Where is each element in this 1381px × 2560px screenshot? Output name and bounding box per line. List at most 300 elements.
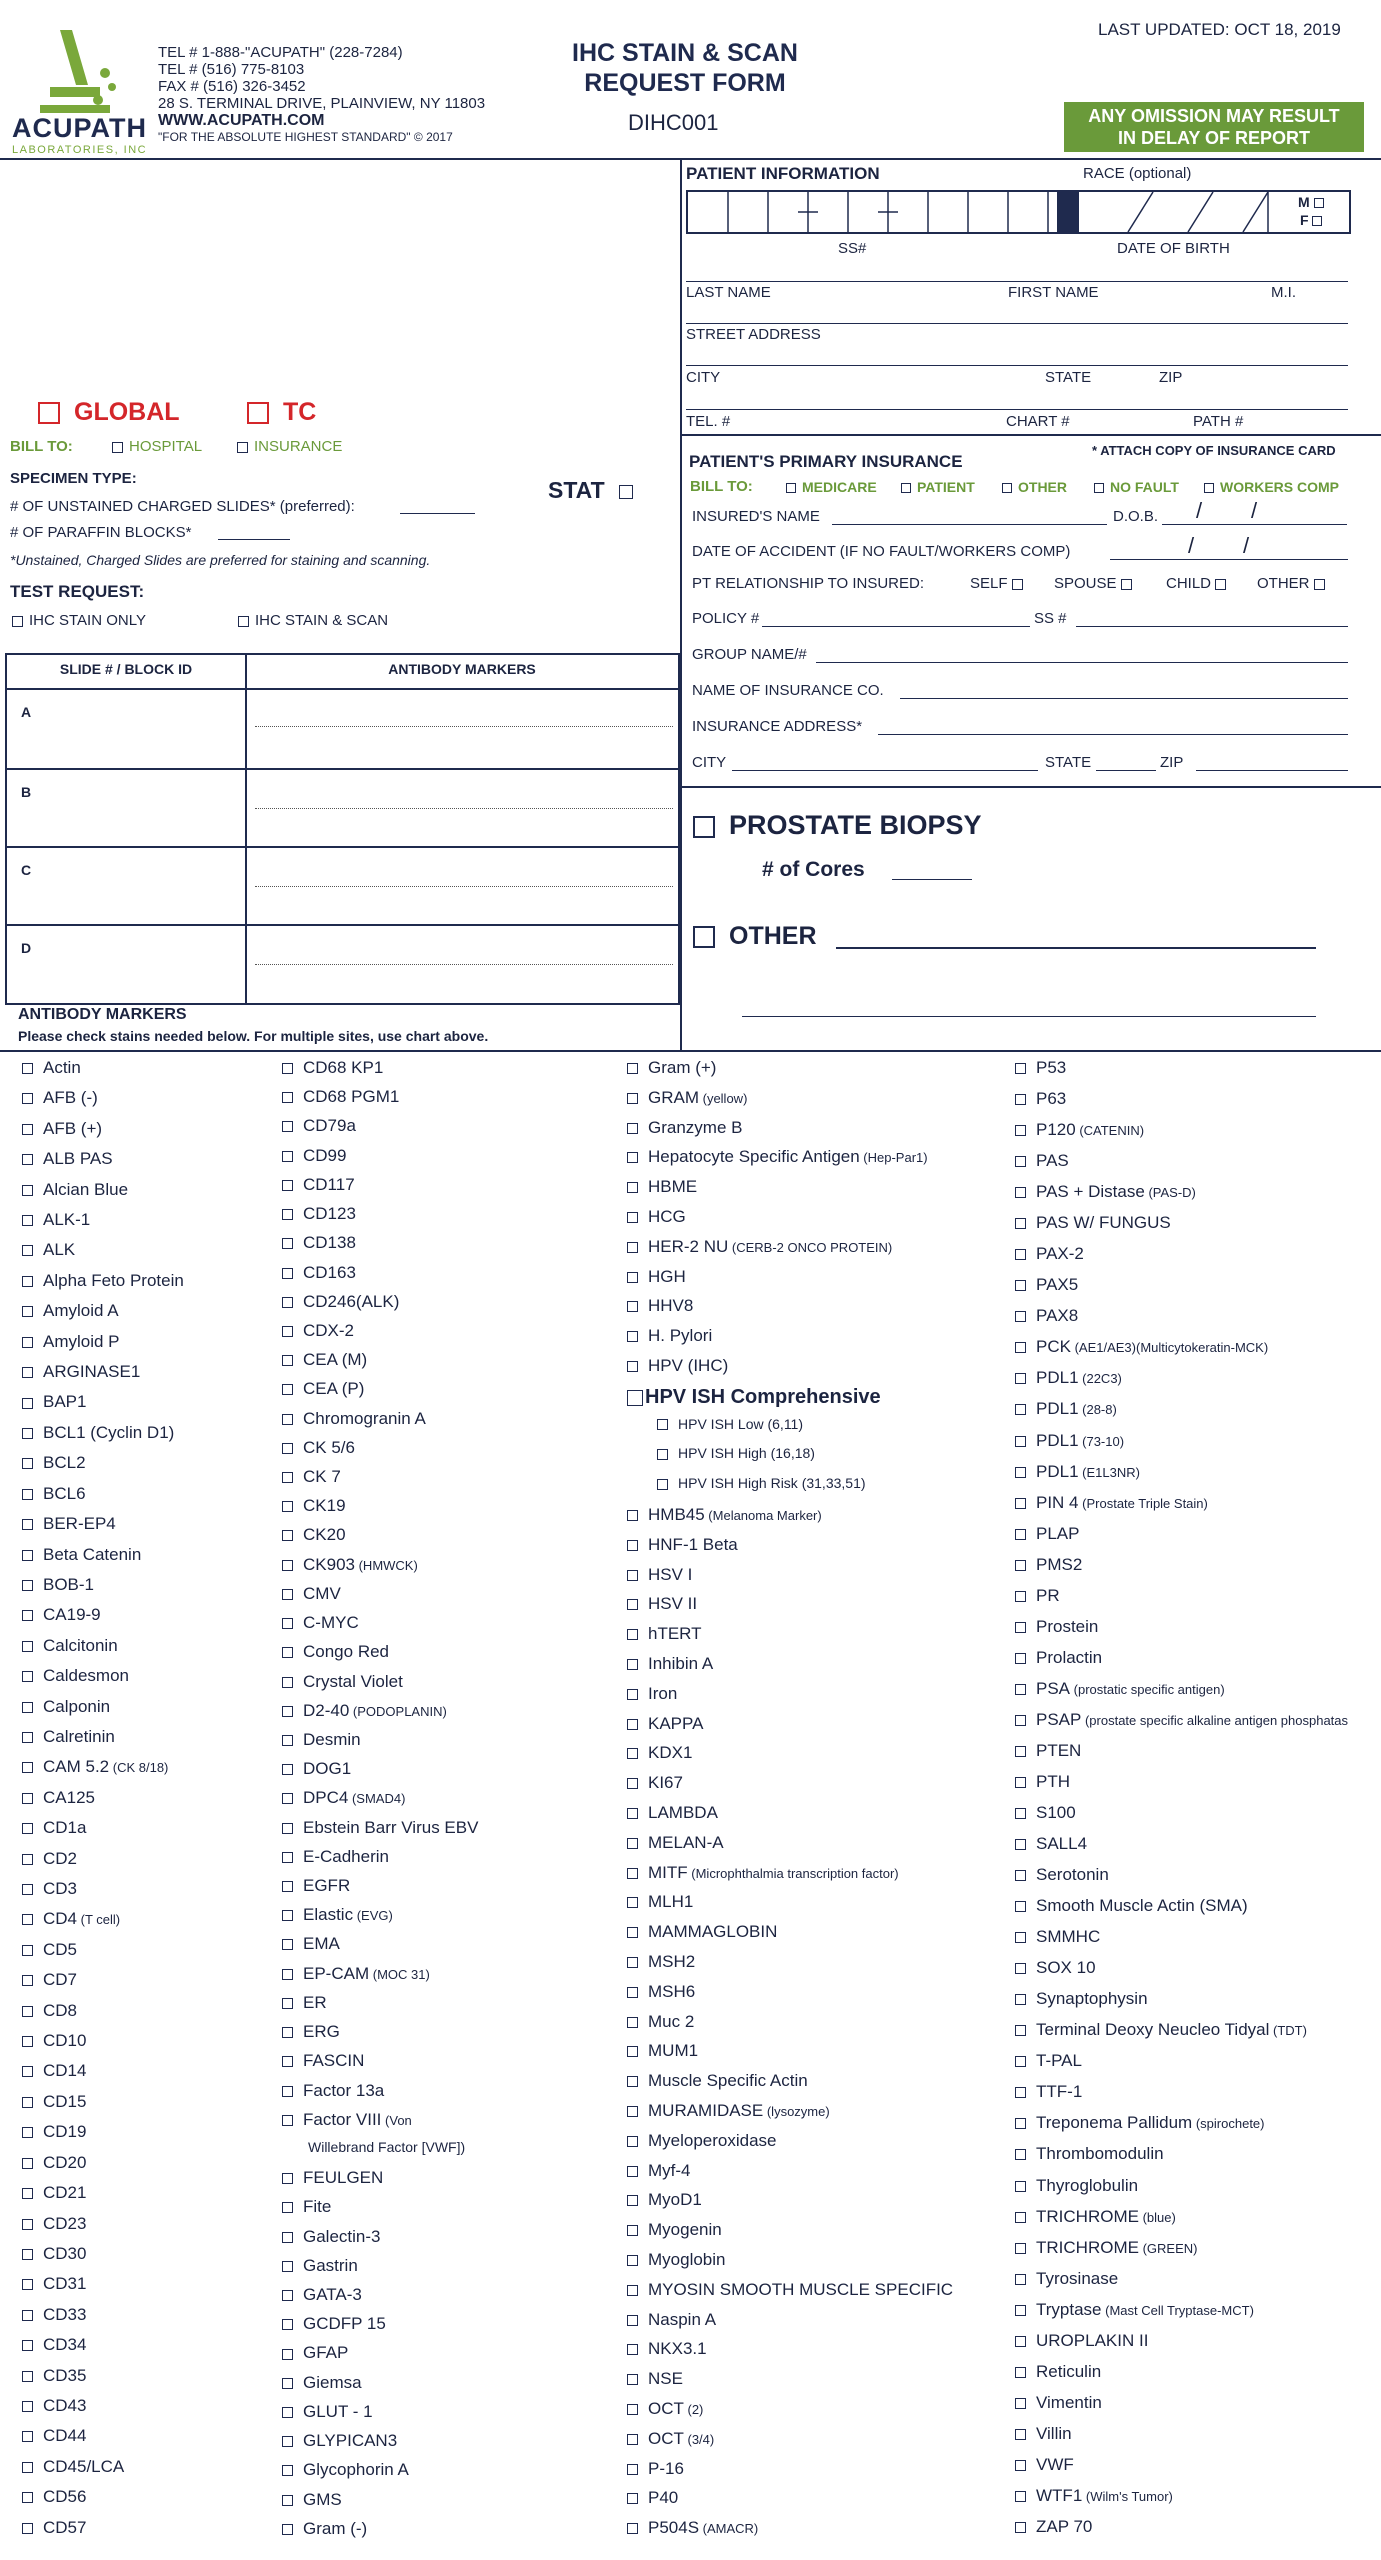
antibody-item[interactable] — [1015, 2393, 1102, 2413]
medicare-checkbox[interactable] — [786, 479, 877, 495]
slide-row-b[interactable] — [7, 770, 678, 848]
rel-child-box-icon — [1215, 579, 1226, 590]
antibody-item[interactable] — [282, 1379, 364, 1399]
antibody-item[interactable] — [627, 1654, 713, 1674]
rel-spouse-checkbox[interactable] — [1054, 575, 1138, 592]
antibody-item[interactable] — [627, 2190, 702, 2210]
antibody-item[interactable] — [1015, 2082, 1082, 2102]
antibody-label: ERG — [303, 2022, 340, 2042]
checkbox-icon — [22, 1124, 33, 1135]
antibody-item[interactable] — [1015, 2113, 1264, 2133]
antibody-item[interactable] — [627, 1505, 822, 1525]
form-title — [520, 38, 850, 98]
antibody-item[interactable] — [282, 1292, 399, 1312]
checkbox-icon — [627, 2493, 638, 2504]
antibody-item[interactable] — [22, 1727, 115, 1747]
antibody-item[interactable] — [282, 1175, 355, 1195]
antibody-label: Reticulin — [1036, 2361, 1102, 2381]
antibody-item[interactable] — [1015, 2362, 1101, 2382]
antibody-item[interactable] — [282, 2373, 362, 2393]
insurance-checkbox[interactable] — [237, 438, 342, 455]
antibody-label: PCK — [1036, 1337, 1071, 1357]
slide-row-c[interactable] — [7, 848, 678, 926]
antibody-item[interactable] — [627, 2161, 691, 2181]
rel-child-checkbox[interactable] — [1166, 575, 1232, 592]
antibody-item[interactable] — [1015, 2269, 1118, 2289]
antibody-item[interactable] — [22, 2031, 86, 2051]
antibody-label: Naspin A — [648, 2309, 717, 2329]
antibody-item[interactable] — [1015, 2331, 1148, 2351]
antibody-item[interactable] — [1015, 2300, 1254, 2320]
antibody-item[interactable] — [1015, 1275, 1078, 1295]
workers-comp-label: WORKERS COMP — [1220, 479, 1339, 495]
antibody-item[interactable] — [22, 2518, 86, 2538]
prostate-divider — [680, 786, 1381, 788]
other-test-checkbox[interactable] — [693, 922, 817, 951]
antibody-item[interactable] — [1015, 1493, 1208, 1513]
antibody-item[interactable] — [1015, 1524, 1079, 1544]
antibody-item[interactable] — [22, 1119, 102, 1139]
other-pay-checkbox[interactable] — [1002, 479, 1067, 495]
antibody-item[interactable] — [282, 1788, 405, 1808]
antibody-item[interactable] — [22, 2153, 86, 2173]
checkbox-icon — [627, 1897, 638, 1908]
checkbox-icon — [282, 1706, 293, 1717]
contact-website[interactable]: WWW.ACUPATH.COM — [158, 112, 325, 129]
antibody-item[interactable] — [282, 2285, 362, 2305]
antibody-item[interactable] — [627, 1803, 718, 1823]
antibody-item[interactable] — [627, 2250, 726, 2270]
antibody-item[interactable] — [627, 1267, 686, 1287]
antibody-item[interactable] — [1015, 1555, 1082, 1575]
antibody-label: CD20 — [43, 2152, 87, 2172]
antibody-item[interactable] — [627, 2310, 716, 2330]
antibody-item[interactable] — [282, 2197, 331, 2217]
antibody-item[interactable] — [22, 1362, 140, 1382]
antibody-item[interactable] — [22, 1879, 77, 1899]
antibody-item[interactable] — [627, 1296, 693, 1316]
antibody-item[interactable] — [22, 1788, 95, 1808]
antibody-item[interactable] — [627, 1356, 728, 1376]
antibody-item[interactable] — [1015, 1431, 1124, 1451]
checkbox-icon — [1015, 2305, 1026, 2316]
antibody-item[interactable] — [282, 1964, 430, 1984]
slides-note: *Unstained, Charged Slides are preferred for staining and scanning. — [10, 552, 431, 568]
antibody-item[interactable] — [22, 1180, 128, 1200]
antibody-item[interactable] — [1015, 1120, 1144, 1140]
antibody-item[interactable] — [282, 1876, 350, 1896]
antibody-label: Muc 2 — [648, 2011, 695, 2031]
antibody-item[interactable] — [22, 1301, 119, 1321]
antibody-item[interactable] — [1015, 1927, 1100, 1947]
antibody-item[interactable] — [627, 2101, 830, 2121]
hospital-checkbox[interactable] — [112, 438, 202, 455]
antibody-label: BAP1 — [43, 1392, 87, 1412]
antibody-label: CD33 — [43, 2304, 87, 2324]
antibody-item[interactable] — [1015, 1772, 1070, 1792]
antibody-item[interactable] — [22, 2244, 86, 2264]
ihc-stain-only-checkbox[interactable] — [12, 612, 146, 629]
antibody-item[interactable] — [22, 2426, 86, 2446]
antibody-item[interactable] — [22, 1909, 120, 1929]
antibody-item[interactable] — [282, 2081, 384, 2101]
antibody-item[interactable] — [282, 1847, 389, 1867]
antibody-item[interactable] — [282, 1905, 393, 1925]
antibody-item[interactable] — [22, 1818, 86, 1838]
antibody-item[interactable] — [1015, 2517, 1092, 2537]
antibody-item[interactable] — [657, 1445, 815, 1461]
checkbox-icon — [627, 1093, 638, 1104]
global-checkbox[interactable] — [38, 398, 180, 427]
antibody-item[interactable] — [22, 1636, 118, 1656]
antibody-item[interactable] — [627, 1892, 693, 1912]
checkbox-icon — [1015, 2243, 1026, 2254]
checkbox-icon — [627, 1957, 638, 1968]
antibody-item[interactable] — [1015, 1648, 1102, 1668]
antibody-label: PAS — [1036, 1151, 1069, 1171]
antibody-item[interactable] — [627, 2339, 707, 2359]
antibody-item[interactable] — [627, 1922, 777, 1942]
antibody-item[interactable] — [627, 1088, 747, 1108]
checkbox-icon — [1015, 2056, 1026, 2067]
antibody-item[interactable] — [1015, 2176, 1138, 2196]
antibody-label: Factor 13a — [303, 2080, 385, 2100]
antibody-item[interactable] — [282, 1058, 383, 1078]
ins-co-label: NAME OF INSURANCE CO. — [692, 682, 884, 699]
antibody-item[interactable] — [22, 2001, 77, 2021]
antibody-item[interactable] — [627, 2131, 777, 2151]
antibody-item[interactable] — [282, 2110, 412, 2130]
antibody-item[interactable] — [1015, 1151, 1069, 1171]
antibody-item[interactable] — [627, 1773, 683, 1793]
antibody-item[interactable] — [1015, 1803, 1076, 1823]
antibody-item[interactable] — [282, 2051, 364, 2071]
antibody-item[interactable] — [627, 1207, 686, 1227]
antibody-item[interactable] — [627, 1535, 738, 1555]
antibody-item[interactable] — [627, 2459, 684, 2479]
antibody-item[interactable] — [627, 1147, 928, 1167]
antibody-item[interactable] — [282, 1934, 340, 1954]
antibody-item[interactable] — [627, 1177, 697, 1197]
antibody-item[interactable] — [1015, 1213, 1171, 1233]
checkbox-icon — [627, 1868, 638, 1879]
antibody-label: HMB45 — [648, 1505, 705, 1524]
antibody-item[interactable] — [282, 1993, 327, 2013]
antibody-item[interactable] — [1015, 2455, 1074, 2475]
antibody-item[interactable] — [1015, 1958, 1096, 1978]
antibody-item[interactable] — [282, 2168, 383, 2188]
antibody-item[interactable] — [282, 2431, 397, 2451]
checkbox-icon — [282, 2056, 293, 2067]
antibody-item[interactable] — [1015, 1337, 1268, 1357]
antibody-item[interactable] — [22, 1605, 101, 1625]
antibody-item[interactable] — [282, 2460, 409, 2480]
antibody-item[interactable] — [22, 1545, 141, 1565]
tc-checkbox[interactable] — [247, 398, 316, 427]
antibody-item[interactable] — [282, 1087, 399, 1107]
antibody-item[interactable] — [22, 1210, 90, 1230]
checkbox-icon — [282, 2086, 293, 2097]
antibody-item[interactable] — [1015, 2424, 1072, 2444]
antibody-item[interactable] — [282, 1642, 389, 1662]
antibody-item[interactable] — [22, 1271, 184, 1291]
checkbox-icon — [22, 2006, 33, 2017]
checkbox-icon — [282, 1530, 293, 1541]
antibody-item[interactable] — [282, 2227, 380, 2247]
antibody-item[interactable] — [627, 2041, 698, 2061]
antibody-item[interactable] — [282, 1146, 346, 1166]
antibody-item[interactable] — [282, 1672, 403, 1692]
ss-dob-boxes[interactable] — [686, 190, 1351, 234]
antibody-item[interactable] — [627, 1326, 712, 1346]
ins-zip-label: ZIP — [1160, 754, 1184, 771]
checkbox-icon — [22, 2401, 33, 2412]
antibody-item[interactable] — [627, 1743, 692, 1763]
checkbox-icon — [1015, 1404, 1026, 1415]
antibody-item[interactable] — [657, 1475, 866, 1491]
insurance-label: INSURANCE — [254, 438, 343, 455]
antibody-item[interactable] — [1015, 1834, 1087, 1854]
antibody-item[interactable] — [1015, 1865, 1109, 1885]
antibody-item[interactable] — [627, 1058, 716, 1078]
paraffin-blocks-field[interactable] — [10, 524, 191, 541]
ihc-stain-scan-checkbox[interactable] — [238, 612, 388, 629]
antibody-item[interactable] — [657, 1416, 803, 1432]
antibody-item[interactable] — [22, 1058, 81, 1078]
antibody-item[interactable] — [1015, 1306, 1078, 1326]
patient-info-title: PATIENT INFORMATION — [686, 164, 880, 183]
antibody-item[interactable] — [282, 2519, 367, 2539]
antibody-item[interactable] — [1015, 1989, 1148, 2009]
antibody-item[interactable] — [282, 1321, 354, 1341]
checkbox-icon — [282, 2202, 293, 2213]
antibody-item[interactable] — [22, 2396, 86, 2416]
sex-f-checkbox[interactable] — [1300, 212, 1328, 228]
logo — [10, 25, 150, 157]
antibody-label: CD56 — [43, 2487, 87, 2507]
antibody-item[interactable] — [1015, 1462, 1140, 1482]
antibody-item[interactable] — [282, 1496, 346, 1516]
antibody-item[interactable] — [22, 2366, 86, 2386]
checkbox-icon — [1015, 2491, 1026, 2502]
antibody-label: FEULGEN — [303, 2168, 384, 2188]
antibody-item[interactable] — [627, 1684, 677, 1704]
antibody-item[interactable] — [282, 1409, 426, 1429]
antibody-item[interactable] — [1015, 1710, 1348, 1730]
prostate-biopsy-checkbox[interactable] — [693, 810, 982, 841]
antibody-item[interactable] — [282, 1613, 359, 1633]
checkbox-icon — [282, 1443, 293, 1454]
antibody-item[interactable] — [22, 2122, 86, 2142]
antibody-item[interactable] — [22, 2457, 124, 2477]
stat-checkbox[interactable] — [548, 477, 639, 504]
antibody-item[interactable] — [627, 1386, 881, 1409]
checkbox-icon — [282, 1472, 293, 1483]
checkbox-icon — [1015, 1622, 1026, 1633]
antibody-item[interactable] — [282, 2022, 340, 2042]
antibody-item[interactable] — [1015, 2020, 1307, 2040]
antibody-item[interactable] — [22, 1970, 77, 1990]
checkbox-icon — [22, 2036, 33, 2047]
antibody-item[interactable] — [1015, 1182, 1196, 1202]
checkbox-icon — [627, 1659, 638, 1670]
antibody-item[interactable] — [1015, 1586, 1060, 1606]
antibody-item[interactable] — [22, 1484, 86, 1504]
antibody-item[interactable] — [627, 1833, 724, 1853]
rel-self-checkbox[interactable] — [970, 575, 1029, 592]
checkbox-icon — [282, 1151, 293, 1162]
antibody-item[interactable] — [22, 2335, 86, 2355]
antibody-item[interactable] — [627, 1624, 702, 1644]
antibody-item[interactable] — [627, 1565, 692, 1585]
antibody-item[interactable] — [22, 1332, 120, 1352]
unstained-slides-field[interactable] — [10, 498, 355, 515]
antibody-item[interactable] — [22, 1453, 86, 1473]
checkbox-icon — [627, 1272, 638, 1283]
antibody-item[interactable] — [627, 1952, 695, 1972]
antibody-label: CD10 — [43, 2031, 87, 2051]
no-fault-checkbox[interactable] — [1094, 479, 1179, 495]
antibody-item[interactable] — [627, 2369, 683, 2389]
antibody-item[interactable] — [627, 1594, 697, 1614]
antibody-item[interactable] — [22, 1088, 98, 1108]
antibody-label: CD43 — [43, 2395, 87, 2415]
antibody-label: HPV ISH High Risk (31,33,51) — [678, 1475, 866, 1492]
antibody-item[interactable] — [1015, 1399, 1117, 1419]
antibody-item[interactable] — [282, 1467, 341, 1487]
slide-row-a[interactable] — [7, 690, 678, 770]
antibody-item[interactable] — [1015, 1089, 1066, 1109]
patient-pay-checkbox[interactable] — [901, 479, 975, 495]
antibody-item[interactable] — [627, 2071, 808, 2091]
antibody-item[interactable] — [282, 1350, 367, 1370]
antibody-item[interactable] — [1015, 1896, 1248, 1916]
checkbox-icon — [1015, 1063, 1026, 1074]
antibody-item[interactable] — [282, 1818, 478, 1838]
antibody-item[interactable] — [22, 1940, 77, 1960]
antibody-item[interactable] — [627, 2220, 722, 2240]
antibody-item[interactable] — [627, 1863, 899, 1883]
antibody-item[interactable] — [627, 1714, 703, 1734]
antibody-item[interactable] — [282, 2314, 386, 2334]
antibody-item[interactable] — [627, 2488, 678, 2508]
antibody-item[interactable] — [627, 2518, 758, 2538]
antibody-item[interactable] — [22, 2092, 86, 2112]
antibody-item[interactable] — [282, 1701, 447, 1721]
ins-city-line — [732, 770, 1038, 771]
antibody-item[interactable] — [1015, 2144, 1164, 2164]
antibody-item[interactable] — [1015, 2051, 1082, 2071]
antibody-item[interactable] — [1015, 1617, 1098, 1637]
checkbox-icon — [282, 2407, 293, 2418]
antibody-item[interactable] — [1015, 1679, 1225, 1699]
checkbox-icon — [22, 1884, 33, 1895]
antibody-item[interactable] — [22, 1240, 75, 1260]
checkbox-icon — [22, 1519, 33, 1530]
antibody-item[interactable] — [282, 1759, 351, 1779]
antibody-label: Smooth Muscle Actin (SMA) — [1036, 1896, 1248, 1916]
antibody-item[interactable] — [1015, 1244, 1084, 1264]
antibody-item[interactable] — [1015, 1368, 1122, 1388]
antibody-label: PDL1 — [1036, 1399, 1079, 1419]
antibody-item[interactable] — [282, 1204, 356, 1224]
checkbox-icon — [1015, 2336, 1026, 2347]
antibody-label: Willebrand Factor [VWF]) — [308, 2138, 466, 2155]
bill-to-label: BILL TO: — [10, 438, 73, 455]
checkbox-icon — [627, 2374, 638, 2385]
antibody-item[interactable] — [22, 2061, 86, 2081]
antibody-item[interactable] — [22, 2214, 86, 2234]
checkbox-icon — [282, 1618, 293, 1629]
antibody-item[interactable] — [282, 1263, 356, 1283]
antibody-item[interactable] — [22, 1849, 77, 1869]
slide-row-d[interactable] — [7, 926, 678, 1003]
antibody-item[interactable] — [282, 2343, 348, 2363]
antibody-item[interactable] — [22, 2274, 86, 2294]
antibody-item[interactable] — [627, 2012, 694, 2032]
antibody-item[interactable] — [282, 1730, 361, 1750]
antibody-item[interactable] — [22, 1423, 174, 1443]
antibody-item[interactable] — [627, 1982, 695, 2002]
cores-line — [892, 879, 972, 880]
other-pay-label: OTHER — [1018, 479, 1067, 495]
antibody-item[interactable] — [1015, 2238, 1197, 2258]
sex-m-checkbox[interactable] — [1298, 194, 1330, 210]
antibody-item[interactable] — [282, 1555, 418, 1575]
antibody-item[interactable] — [22, 1514, 116, 1534]
antibody-item[interactable] — [22, 1697, 110, 1717]
antibody-item[interactable] — [22, 2183, 86, 2203]
antibody-item[interactable] — [282, 1438, 355, 1458]
antibody-item[interactable] — [1015, 2486, 1173, 2506]
antibody-note: (spirochete) — [1192, 2116, 1265, 2132]
antibody-item[interactable] — [627, 1118, 742, 1138]
antibody-item[interactable] — [282, 1233, 356, 1253]
antibody-item[interactable] — [22, 1757, 168, 1777]
workers-comp-checkbox[interactable] — [1204, 479, 1339, 495]
antibody-item[interactable] — [22, 2487, 86, 2507]
antibody-item[interactable] — [1015, 1058, 1066, 1078]
antibody-item[interactable] — [1015, 1741, 1081, 1761]
antibody-item[interactable] — [22, 2305, 86, 2325]
antibody-label: BOB-1 — [43, 1574, 95, 1594]
antibody-item[interactable] — [282, 2256, 358, 2276]
checkbox-icon — [282, 1589, 293, 1600]
antibody-item[interactable] — [282, 1525, 346, 1545]
checkbox-icon — [1015, 1684, 1026, 1695]
antibody-item[interactable] — [22, 1575, 94, 1595]
antibody-item[interactable] — [282, 2402, 373, 2422]
checkbox-icon — [627, 1689, 638, 1700]
antibody-item[interactable] — [627, 2429, 714, 2449]
antibody-item[interactable] — [627, 2399, 703, 2419]
stat-box-icon — [619, 485, 633, 499]
checkbox-icon — [22, 2431, 33, 2442]
checkbox-icon — [282, 2319, 293, 2330]
antibody-item[interactable] — [22, 1392, 86, 1412]
chart-label: CHART # — [1006, 413, 1070, 430]
antibody-item[interactable] — [22, 1666, 129, 1686]
rel-other-checkbox[interactable] — [1257, 575, 1331, 592]
antibody-item[interactable] — [1015, 2207, 1176, 2227]
antibody-label: Muscle Specific Actin — [648, 2071, 808, 2091]
antibody-item[interactable] — [282, 1584, 341, 1604]
antibody-item[interactable] — [627, 2280, 953, 2300]
antibody-item[interactable] — [22, 1149, 113, 1169]
antibody-item[interactable] — [282, 1116, 356, 1136]
antibody-item[interactable] — [282, 2490, 342, 2510]
antibody-item[interactable] — [627, 1237, 892, 1257]
